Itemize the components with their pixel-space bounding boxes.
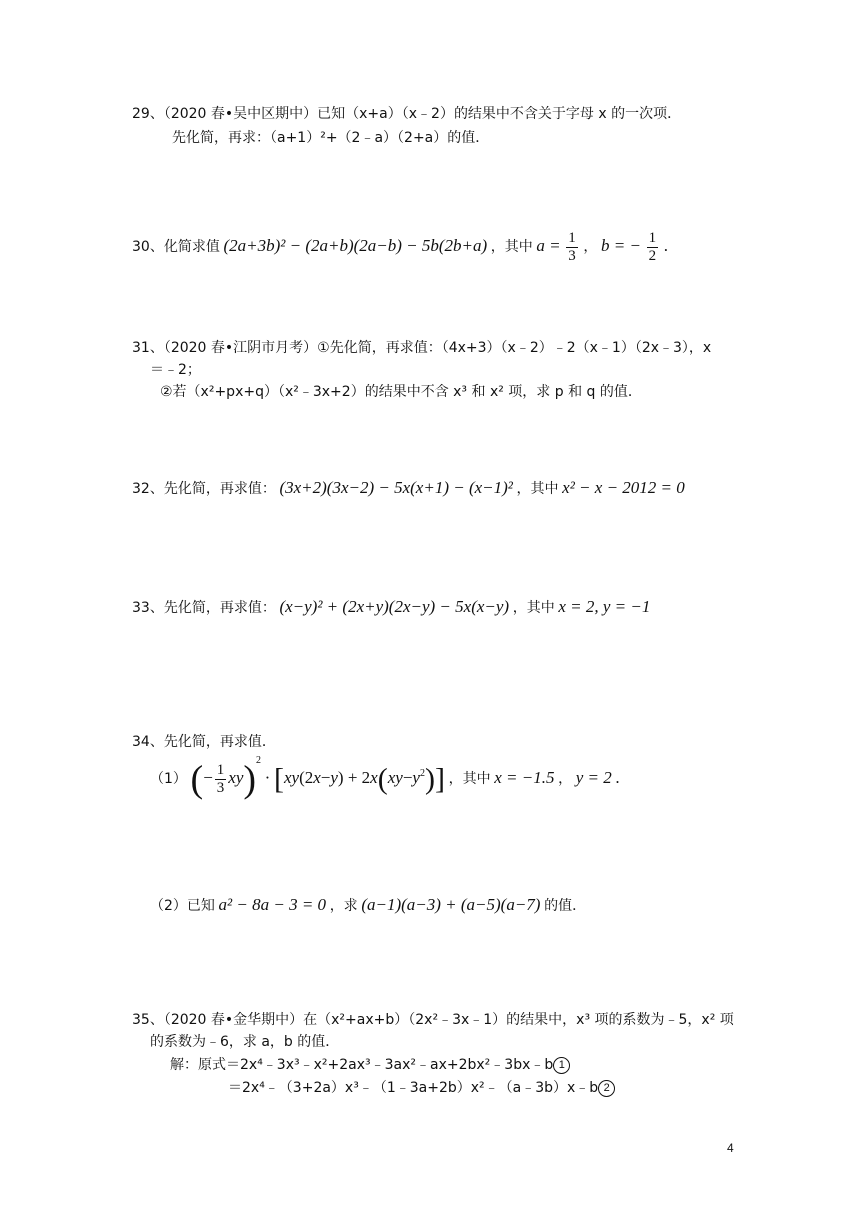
- question-34-lead: 34、先化简，再求值．: [132, 734, 276, 750]
- q34-y-value: y = 2: [575, 768, 612, 787]
- question-34-part-1: （1） (− $\frac{1}{3}$ $xy)^2 \cdot [xy(2x-y) + 2x(xy-y^2)]$ ，其中 x = −1.5 ， y = 2 .: [150, 755, 620, 801]
- question-35-line-1: 35、（2020 春•金华期中）在（x²+ax+b）（2x²﹣3x﹣1）的结果中，x³ 项的系数为﹣5，x² 项: [132, 1012, 734, 1028]
- circled-mark-1: 1: [553, 1057, 570, 1074]
- page-number: 4: [727, 1141, 734, 1155]
- question-30: 30、化简求值 (2a+3b)² − (2a+b)(2a−b) − 5b(2b+a) ，其中 a = $\frac{1}{3}$ ， b = − $\frac{1}{2}$ .: [132, 230, 668, 264]
- question-31-line-2: ＝﹣2；: [150, 362, 201, 378]
- q30-b-lhs: b = −: [601, 235, 641, 255]
- q30-a-lhs: a =: [536, 235, 561, 255]
- question-33: 33、先化简，再求值： (x−y)² + (2x+y)(2x−y) − 5x(x−y) ，其中 x = 2, y = −1: [132, 597, 651, 616]
- q32-condition: x² − x − 2012 = 0: [562, 478, 685, 497]
- circled-mark-2: 2: [598, 1080, 615, 1097]
- question-35-line-2: 的系数为﹣6，求 a，b 的值．: [150, 1034, 340, 1050]
- q30-b-fraction: $\frac{1}{2}$: [648, 230, 657, 264]
- q30-lead: 30、化简求值: [132, 238, 220, 255]
- q32-expression: (3x+2)(3x−2) − 5x(x+1) − (x−1)²: [279, 478, 513, 497]
- question-34-part-2: （2）已知 a² − 8a − 3 = 0 ，求 (a−1)(a−3) + (a−5)(a−7) 的值．: [150, 895, 587, 914]
- question-29-line-1: 29、（2020 春•吴中区期中）已知（x+a）（x﹣2）的结果中不含关于字母 x 的一次项．: [132, 106, 682, 122]
- question-29-line-2: 先化简，再求：（a+1）²+（2﹣a）（2+a）的值．: [172, 130, 490, 146]
- q33-condition: x = 2, y = −1: [558, 597, 651, 616]
- q30-mid: ，其中: [490, 238, 533, 255]
- solution-line-1: 解：原式＝2x⁴﹣3x³﹣x²+2ax³﹣3ax²﹣ax+2bx²﹣3bx﹣b 1: [170, 1055, 570, 1075]
- q34-p2-condition: a² − 8a − 3 = 0: [218, 895, 327, 914]
- solution-line-2: ＝2x⁴﹣（3+2a）x³﹣（1﹣3a+2b）x²﹣（a﹣3b）x﹣b 2: [228, 1078, 615, 1098]
- question-32: 32、先化简，再求值： (3x+2)(3x−2) − 5x(x+1) − (x−1)² ，其中 x² − x − 2012 = 0: [132, 478, 685, 497]
- q34-p2-expression: (a−1)(a−3) + (a−5)(a−7): [361, 895, 541, 914]
- question-31-line-3: ②若（x²+px+q）（x²﹣3x+2）的结果中不含 x³ 和 x² 项，求 p 和 q 的值．: [160, 384, 642, 400]
- question-31-line-1: 31、（2020 春•江阴市月考）①先化简，再求值：（4x+3）（x﹣2）﹣2（x﹣1）（2x﹣3），x: [132, 340, 712, 356]
- q30-expression: (2a+3b)² − (2a+b)(2a−b) − 5b(2b+a): [223, 235, 488, 255]
- q33-expression: (x−y)² + (2x+y)(2x−y) − 5x(x−y): [279, 597, 510, 616]
- q30-a-fraction: $\frac{1}{3}$: [568, 230, 576, 264]
- q34-x-value: x = −1.5: [494, 768, 555, 787]
